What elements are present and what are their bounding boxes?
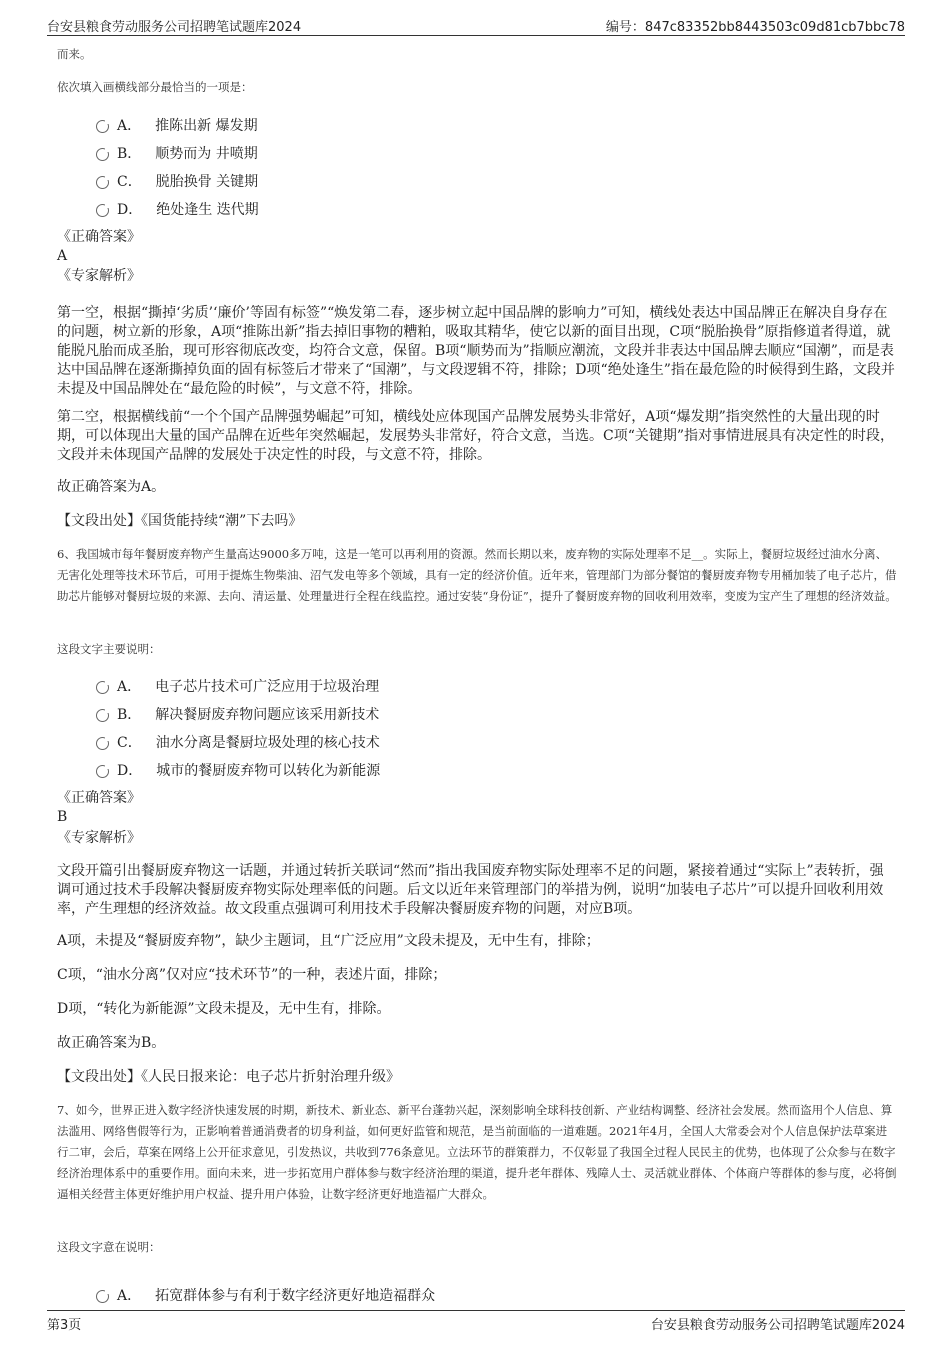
q6-analysis-para-2: A项，未提及“餐厨废弃物”，缺少主题词，且“广泛应用”文段未提及，无中生有，排除； [57,933,600,949]
q6-source: 【文段出处】《人民日报来论：电子芯片折射治理升级》 [57,1069,400,1085]
footer-title: 台安县粮食劳动服务公司招聘笔试题库2024 [650,1318,905,1333]
radio-icon[interactable] [96,176,109,189]
q7-option-a[interactable]: A． 拓宽群体参与有利于数字经济更好地造福群众 [96,1285,435,1305]
page-footer [0,1310,950,1345]
header-title: 台安县粮食劳动服务公司招聘笔试题库2024 [47,20,302,35]
header-serial: 编号：847c83352bb8443503c09d81cb7bbc78 [605,20,905,35]
q6-analysis-label: 《专家解析》 [57,830,141,846]
page-number: 第3页 [47,1318,82,1333]
q6-prompt: 这段文字主要说明： [57,642,161,656]
q5-option-c[interactable]: C． 脱胎换骨 关键期 [96,171,258,191]
q5-analysis-conclusion: 故正确答案为A。 [57,479,166,495]
radio-icon[interactable] [96,1290,109,1303]
q5-analysis-para-1: 第一空，根据“撕掉‘劣质’‘廉价’等固有标签”“焕发第二春，逐步树立起中国品牌的影响力”可知，横线处表达中国品牌正在解决自身存在的问题，树立新的形象，A项“推陈出新”指去掉旧事物的糟粕，吸取其精华，使它以新的面目出现，C项“脱胎换骨”原指修道者得道，就能脱凡胎而成圣胎，现可形容彻底改变，均符合文意，保留。B项“顺势而为”指顺应潮流，文段并非表达中国品牌去顺应“国潮”，而是表达中国品牌在逐渐撕掉负面的固有标签后才带来了“国潮”，与文段逻辑不符，排除；D项“绝处逢生”指在最危险的时候得到生路，文段并未提及中国品牌处在“最危险的时候”，与文意不符，排除。 [57,305,895,397]
q7-prompt: 这段文字意在说明： [57,1240,161,1254]
q6-answer: B [57,809,68,825]
q6-analysis-conclusion: 故正确答案为B。 [57,1035,166,1051]
q6-option-a[interactable]: A． 电子芯片技术可广泛应用于垃圾治理 [96,676,379,696]
q5-answer-label: 《正确答案》 [57,229,141,245]
q5-option-b[interactable]: B． 顺势而为 井喷期 [96,143,258,163]
radio-icon[interactable] [96,120,109,133]
radio-icon[interactable] [96,204,109,217]
footer-rule [47,1310,905,1311]
q5-analysis-label: 《专家解析》 [57,268,141,284]
page-header [0,0,950,36]
q6-option-c[interactable]: C． 油水分离是餐厨垃圾处理的核心技术 [96,732,380,752]
q5-tail: 而来。 [57,47,92,61]
radio-icon[interactable] [96,148,109,161]
q6-option-b[interactable]: B． 解决餐厨废弃物问题应该采用新技术 [96,704,379,724]
q6-option-d[interactable]: D． 城市的餐厨废弃物可以转化为新能源 [96,760,380,780]
radio-icon[interactable] [96,765,109,778]
q5-option-d[interactable]: D． 绝处逢生 迭代期 [96,199,259,219]
q5-source: 【文段出处】《国货能持续“潮”下去吗》 [57,513,303,529]
q6-answer-label: 《正确答案》 [57,790,141,806]
q5-prompt: 依次填入画横线部分最恰当的一项是： [57,80,253,94]
radio-icon[interactable] [96,709,109,722]
q5-answer: A [57,248,68,264]
radio-icon[interactable] [96,681,109,694]
q5-analysis-para-2: 第二空，根据横线前“一个个国产品牌强势崛起”可知，横线处应体现国产品牌发展势头非常好，A项“爆发期”指突然性的大量出现的时期，可以体现出大量的国产品牌在近些年突然崛起，发展势头非常好，符合文意，当选。C项“关键期”指对事情进展具有决定性的时段，文段并未体现国产品牌的发展处于决定性的时段，与文意不符，排除。 [57,409,895,463]
q5-option-a[interactable]: A． 推陈出新 爆发期 [96,115,258,135]
header-rule [47,35,905,36]
q6-stem: 6、我国城市每年餐厨废弃物产生量高达9000多万吨，这是一笔可以再利用的资源。然而长期以来，废弃物的实际处理率不足__。实际上，餐厨垃圾经过油水分离、无害化处理等技术环节后，可用于提炼生物柴油、沼气发电等多个领域，具有一定的经济价值。近年来，管理部门为部分餐馆的餐厨废弃物专用桶加装了电子芯片，借助芯片能够对餐厨垃圾的来源、去向、清运量、处理量进行全程在线监控。通过安装“身份证”，提升了餐厨废弃物的回收利用效率，变废为宝产生了理想的经济效益。 [57,547,897,603]
q6-analysis-para-4: D项，“转化为新能源”文段未提及，无中生有，排除。 [57,1001,391,1017]
q6-analysis-para-1: 文段开篇引出餐厨废弃物这一话题，并通过转折关联词“然而”指出我国废弃物实际处理率不足的问题，紧接着通过“实际上”表转折，强调可通过技术手段解决餐厨废弃物实际处理率低的问题。后文以近年来管理部门的举措为例，说明“加装电子芯片”可以提升回收利用效率，产生理想的经济效益。故文段重点强调可利用技术手段解决餐厨废弃物的问题，对应B项。 [57,863,884,917]
q7-stem: 7、如今，世界正进入数字经济快速发展的时期，新技术、新业态、新平台蓬勃兴起，深刻影响全球科技创新、产业结构调整、经济社会发展。然而盗用个人信息、算法滥用、网络售假等行为，正影响着普通消费者的切身利益，如何更好监管和规范，是当前面临的一道难题。2021年4月，全国人大常委会对个人信息保护法草案进行二审，会后，草案在网络上公开征求意见，引发热议，共收到776条意见。立法环节的群策群力，不仅彰显了我国全过程人民民主的优势，也体现了公众参与在数字经济治理体系中的重要作用。面向未来，进一步拓宽用户群体参与数字经济治理的渠道，提升老年群体、残障人士、灵活就业群体、个体商户等群体的参与度，必将倒逼相关经营主体更好维护用户权益、提升用户体验，让数字经济更好地造福广大群众。 [57,1103,897,1201]
radio-icon[interactable] [96,737,109,750]
q6-analysis-para-3: C项，“油水分离”仅对应“技术环节”的一种，表述片面，排除； [57,967,447,983]
